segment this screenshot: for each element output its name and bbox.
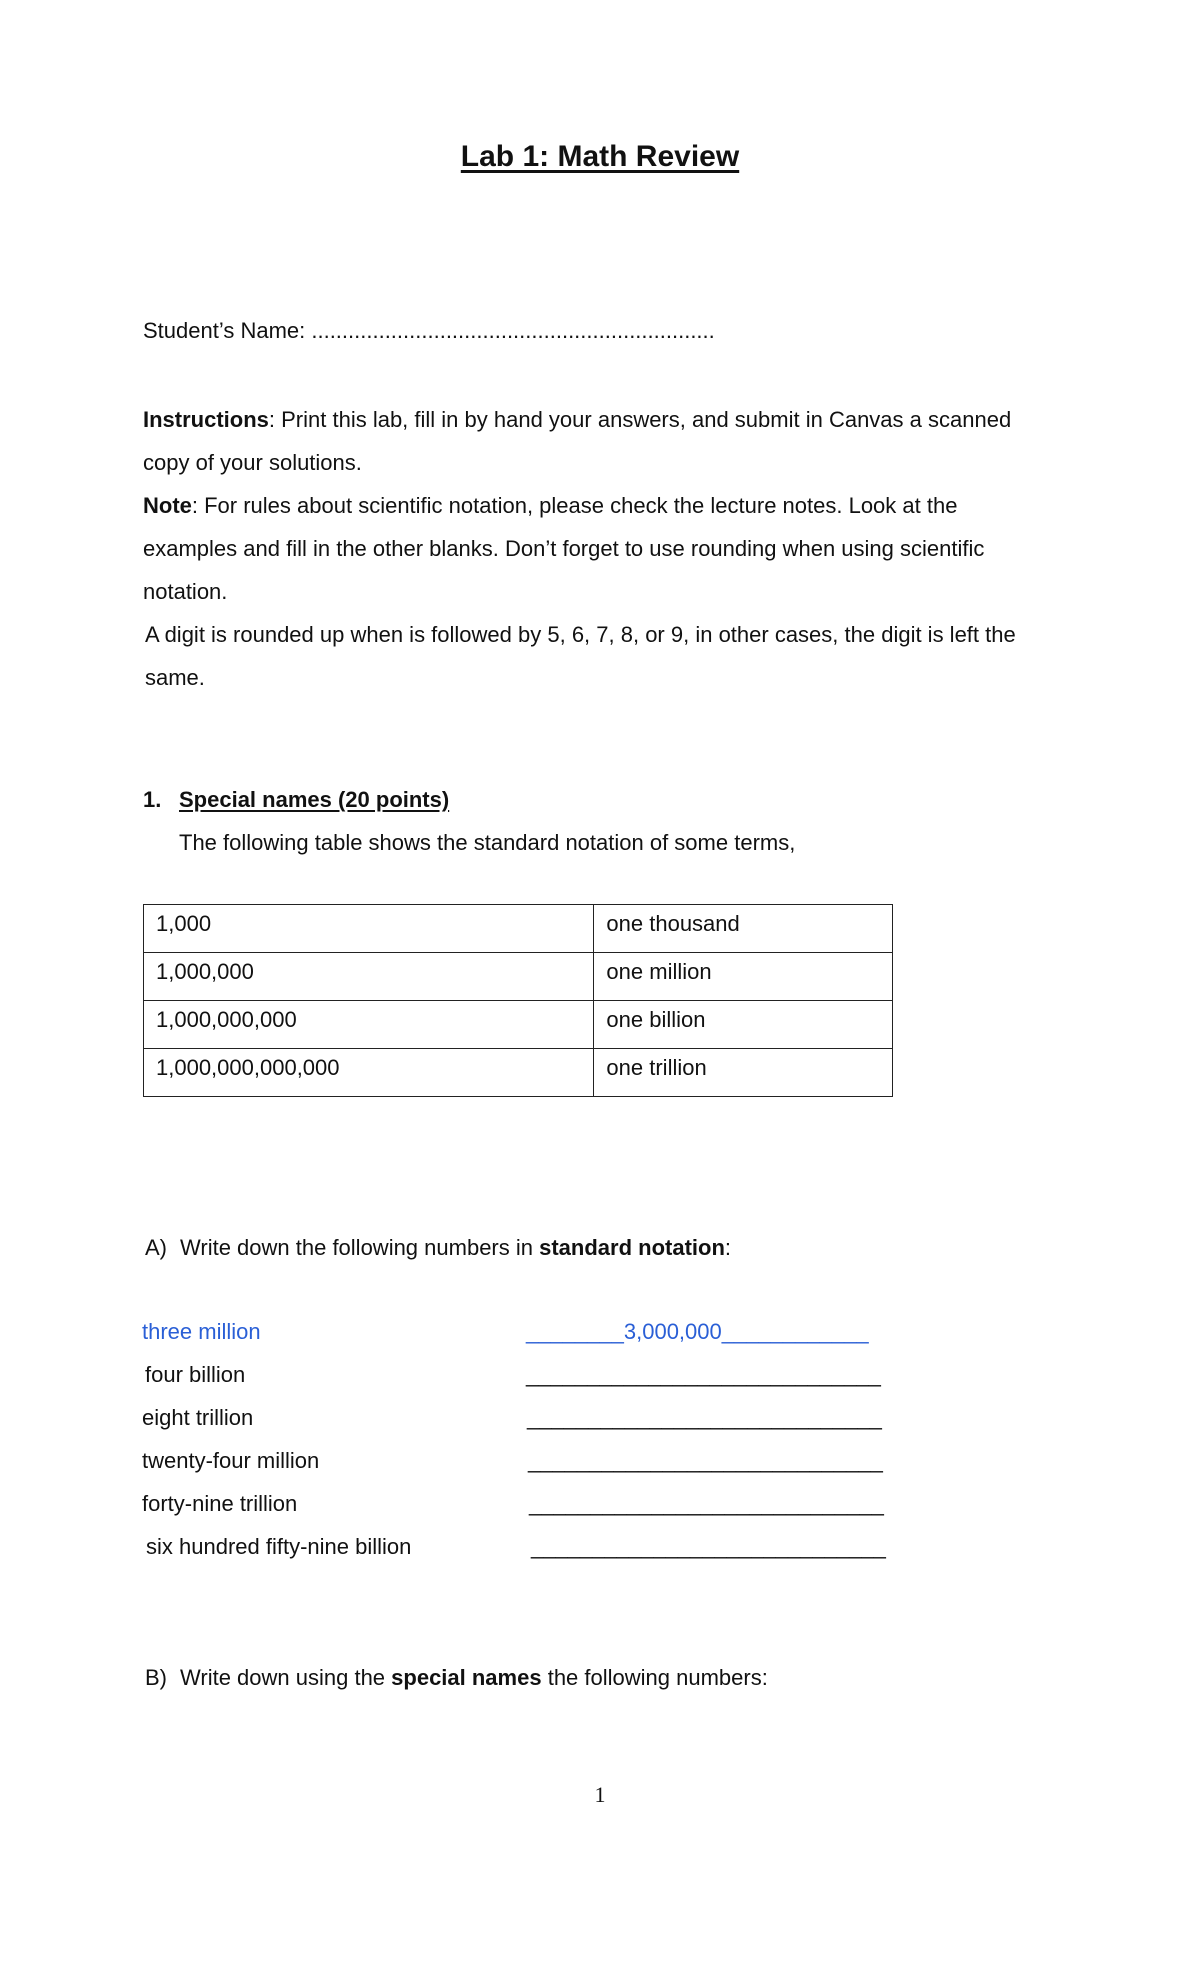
note-text: : For rules about scientific notation, please check the lecture notes. Look at the examples and fill in the other blanks. Don’t forget to use rounding when using scientific notation. <box>143 493 985 604</box>
part-b-text-before: Write down using the <box>180 1665 392 1690</box>
table-row <box>144 953 893 1001</box>
answer-row <box>0 1448 1200 1478</box>
note-paragraph <box>143 484 1043 613</box>
part-a-text-after: : <box>724 1235 732 1260</box>
answer-row <box>0 1491 1200 1521</box>
page-number: 1 <box>594 1782 606 1807</box>
answer-blank[interactable]: _____________________________ <box>527 1405 882 1430</box>
answer-row <box>0 1405 1200 1435</box>
table-row <box>144 1049 893 1097</box>
answer-blank[interactable]: _____________________________ <box>531 1534 886 1559</box>
answer-row <box>0 1362 1200 1392</box>
answer-label: three million <box>142 1319 261 1344</box>
table-cell-name: one million <box>594 953 893 1001</box>
part-b-text-after: the following numbers: <box>541 1665 768 1690</box>
table-cell-number: 1,000,000,000 <box>144 1001 594 1049</box>
answer-label: four billion <box>145 1362 246 1387</box>
part-a-text-before: Write down the following numbers in <box>180 1235 540 1260</box>
part-b-text-bold: special names <box>391 1665 542 1690</box>
part-a-letter: A) <box>145 1235 167 1260</box>
rounding-paragraph: A digit is rounded up when is followed by 5, 6, 7, 8, or 9, in other cases, the digit is left the same. <box>145 622 1016 690</box>
table-cell-name: one billion <box>594 1001 893 1049</box>
table-row <box>144 1001 893 1049</box>
table-cell-name: one trillion <box>594 1049 893 1097</box>
instructions-block <box>143 398 1043 699</box>
special-names-table <box>143 904 893 1097</box>
table-cell-number: 1,000,000 <box>144 953 594 1001</box>
section-1-title: Special names (20 points) <box>179 787 450 812</box>
instructions-paragraph <box>143 398 1043 484</box>
part-a-heading <box>145 1235 731 1261</box>
part-b-letter: B) <box>145 1665 167 1690</box>
part-b-heading <box>145 1665 768 1691</box>
answer-blank[interactable]: ________3,000,000____________ <box>526 1319 869 1344</box>
answer-blank[interactable]: _____________________________ <box>528 1448 883 1473</box>
answer-label: forty-nine trillion <box>142 1491 298 1516</box>
answer-row <box>0 1534 1200 1564</box>
answer-label: twenty-four million <box>142 1448 320 1473</box>
table-cell-name: one thousand <box>594 905 893 953</box>
note-label: Note <box>143 493 192 518</box>
answer-label: six hundred fifty-nine billion <box>146 1534 412 1559</box>
part-a-text-bold: standard notation <box>539 1235 725 1260</box>
section-1-number: 1. <box>143 787 162 812</box>
answer-blank[interactable]: _____________________________ <box>529 1491 884 1516</box>
table-row <box>144 905 893 953</box>
student-name-line: Student’s Name: .................................................................. <box>143 318 715 343</box>
section-1-heading <box>143 787 449 813</box>
answer-label: eight trillion <box>142 1405 254 1430</box>
instructions-text: : Print this lab, fill in by hand your answers, and submit in Canvas a scanned copy of your solutions. <box>143 407 1012 475</box>
section-1-intro: The following table shows the standard notation of some terms, <box>179 830 796 855</box>
table-cell-number: 1,000,000,000,000 <box>144 1049 594 1097</box>
answer-row-example <box>0 1319 1200 1349</box>
table-cell-number: 1,000 <box>144 905 594 953</box>
page-title: Lab 1: Math Review <box>460 140 740 173</box>
instructions-label: Instructions <box>143 407 269 432</box>
answer-blank[interactable]: _____________________________ <box>526 1362 881 1387</box>
